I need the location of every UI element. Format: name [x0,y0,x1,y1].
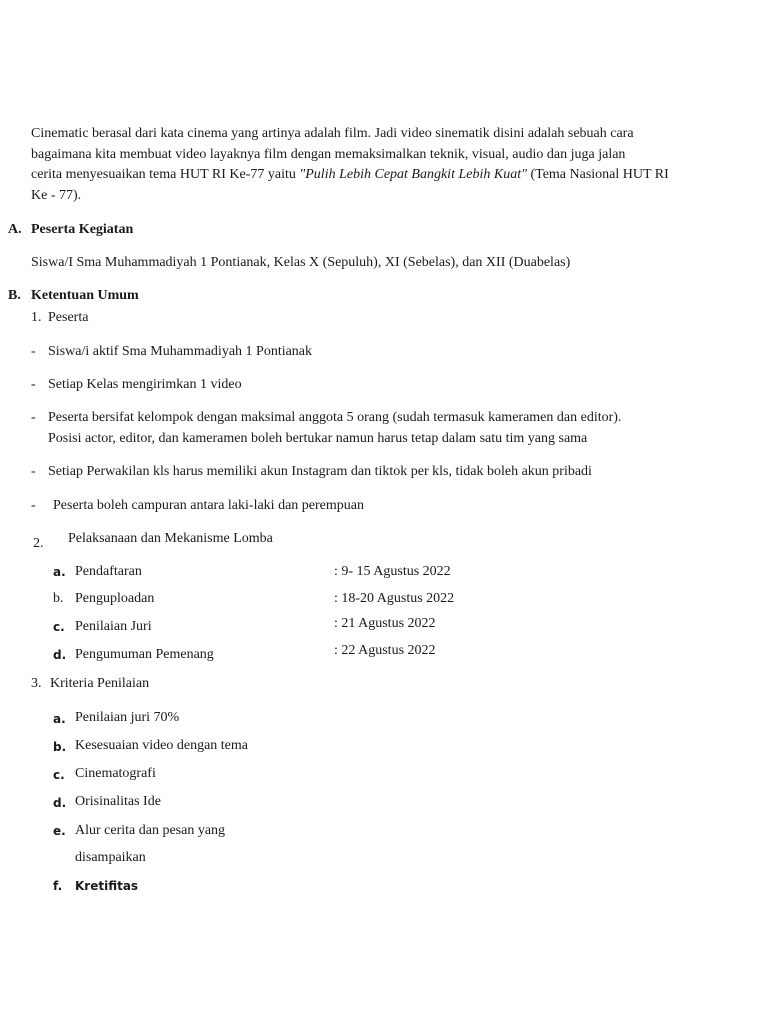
peserta-label: Peserta [48,310,89,325]
bullet-item: Peserta boleh campuran antara laki-laki dan perempuan [53,498,364,513]
intro-line-3-a: cerita menyesuaikan tema HUT RI Ke-77 yaitu [31,167,300,182]
schedule-label: Penguploadan [75,591,155,606]
bullet-dash: - [31,377,36,392]
criteria-letter: d. [53,796,67,810]
bullet-item: Siswa/i aktif Sma Muhammadiyah 1 Pontianak [48,344,313,359]
intro-line-1: Cinematic berasal dari kata cinema yang artinya adalah film. Jadi video sinematik disini adalah sebuah cara [31,126,634,141]
intro-line-3 [31,166,669,184]
bullet-item: Peserta bersifat kelompok dengan maksimal anggota 5 orang (sudah termasuk kameramen dan editor). [48,410,622,425]
criteria-letter: a. [53,712,66,726]
theme-quote: "Pulih Lebih Cepat Bangkit Lebih Kuat" [299,167,527,182]
section-a-body: Siswa/I Sma Muhammadiyah 1 Pontianak, Kelas X (Sepuluh), XI (Sebelas), dan XII (Duabelas) [31,255,571,270]
bullet-dash: - [31,464,36,479]
schedule-date: : 21 Agustus 2022 [334,616,436,631]
item-3-label: Kriteria Penilaian [50,676,150,691]
bullet-dash: - [31,410,36,425]
criteria-letter: c. [53,768,65,782]
schedule-date: : 9- 15 Agustus 2022 [334,564,451,579]
peserta-number: 1. [31,310,42,325]
section-b-marker: B. [8,288,21,303]
bullet-item: Setiap Perwakilan kls harus memiliki akun Instagram dan tiktok per kls, tidak boleh akun pribadi [48,464,592,479]
item-2-number: 2. [33,536,44,551]
bullet-dash: - [31,498,36,513]
criteria-letter: e. [53,824,66,838]
schedule-date: : 18-20 Agustus 2022 [334,591,455,606]
item-3-number: 3. [31,676,42,691]
schedule-letter: a. [53,565,66,579]
criteria-label: Kretifitas [75,879,139,893]
criteria-label: Penilaian juri 70% [75,710,180,725]
criteria-letter: b. [53,740,67,754]
bullet-item-continuation: Posisi actor, editor, dan kameramen boleh bertukar namun harus tetap dalam satu tim yang sama [48,431,588,446]
intro-line-3-b: (Tema Nasional HUT RI [526,167,669,182]
section-b-heading: Ketentuan Umum [31,288,139,303]
section-a-marker: A. [8,222,22,237]
criteria-label: Orisinalitas Ide [75,794,161,809]
criteria-label: Kesesuaian video dengan tema [75,738,248,753]
criteria-label: Cinematografi [75,766,156,781]
bullet-item: Setiap Kelas mengirimkan 1 video [48,377,242,392]
criteria-label: Alur cerita dan pesan yang [75,823,226,838]
intro-line-2: bagaimana kita membuat video layaknya film dengan memaksimalkan teknik, visual, audio dan juga jalan [31,147,626,162]
schedule-label: Penilaian Juri [75,619,152,634]
schedule-letter: b. [53,591,64,606]
schedule-letter: c. [53,620,65,634]
section-a-heading: Peserta Kegiatan [31,222,134,237]
schedule-date: : 22 Agustus 2022 [334,643,436,658]
schedule-letter: d. [53,648,67,662]
schedule-label: Pendaftaran [75,564,142,579]
schedule-label: Pengumuman Pemenang [75,647,214,662]
intro-line-4: Ke - 77). [31,188,82,203]
bullet-dash: - [31,344,36,359]
criteria-letter: f. [53,879,63,893]
item-2-label: Pelaksanaan dan Mekanisme Lomba [68,531,273,546]
criteria-label-continuation: disampaikan [75,850,146,865]
